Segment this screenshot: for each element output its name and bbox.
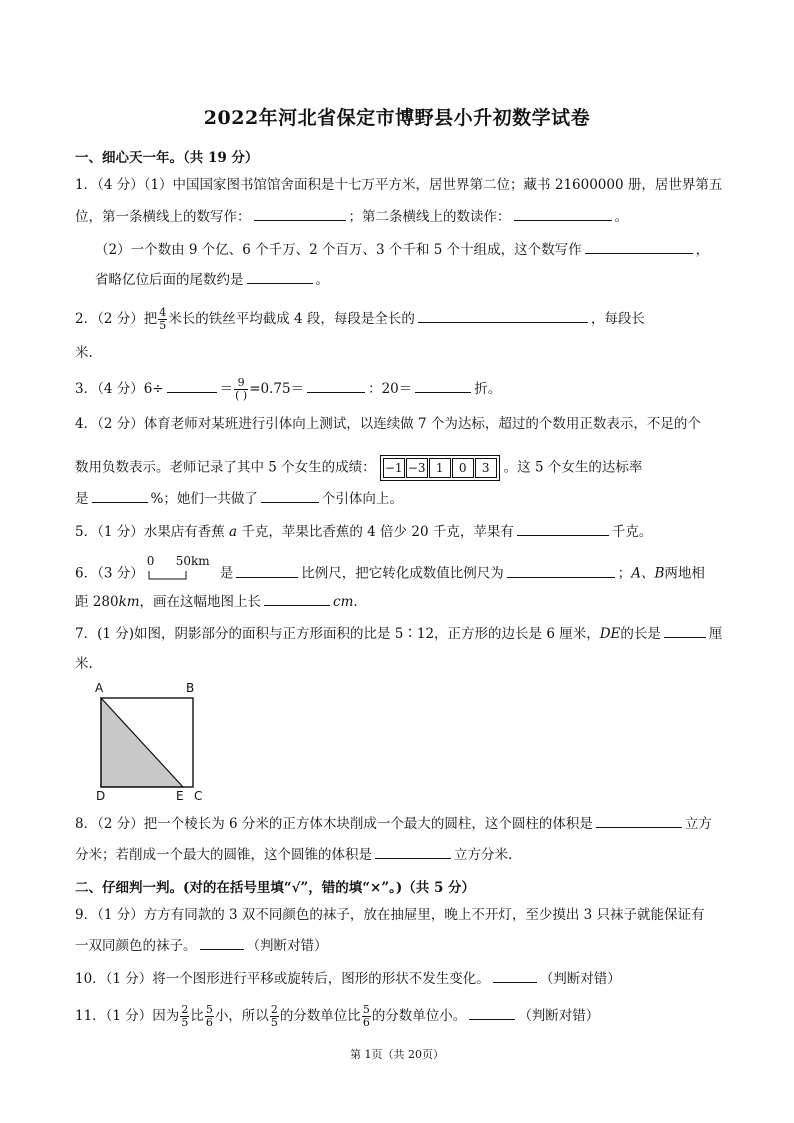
q3-text-a3: =0.75＝ bbox=[249, 381, 305, 397]
q4-blank-1[interactable] bbox=[92, 488, 148, 503]
scale-label-50km: 50km bbox=[175, 554, 210, 568]
q1-text-b1: 位，第一条横线上的数写作： bbox=[75, 209, 251, 225]
q11-fraction-1 bbox=[180, 1004, 189, 1029]
q8-text-b2: 立方分米. bbox=[454, 847, 513, 863]
frac-num: 5 bbox=[362, 1003, 370, 1016]
q5-text-a2: 千克，苹果比香蕉的 4 倍少 20 千克，苹果有 bbox=[241, 524, 514, 540]
q2-line-1 bbox=[75, 307, 725, 332]
q6-line-1 bbox=[75, 554, 725, 589]
score-box: −1 bbox=[383, 458, 405, 478]
q2-text-b: 米. bbox=[75, 345, 93, 361]
q8-blank-1[interactable] bbox=[596, 813, 682, 828]
q8-line-1 bbox=[75, 813, 725, 834]
q9-text-b2: （判断对错） bbox=[246, 938, 328, 954]
q3-blank-2[interactable] bbox=[307, 378, 365, 393]
q11-fraction-4 bbox=[362, 1004, 371, 1029]
q3-line bbox=[75, 377, 725, 402]
q5-text-a3: 千克。 bbox=[611, 524, 653, 540]
q1-line-1 bbox=[75, 175, 725, 195]
q6-unit-km: km bbox=[118, 594, 140, 610]
q8-blank-2[interactable] bbox=[375, 844, 451, 859]
q6-blank-1[interactable] bbox=[236, 563, 298, 578]
q2-fraction bbox=[158, 307, 167, 332]
exam-title: 2022年河北省保定市博野县小升初数学试卷 bbox=[203, 107, 591, 129]
q11-blank[interactable] bbox=[469, 1005, 515, 1020]
q2-frac-den: 5 bbox=[159, 319, 167, 332]
label-b: B bbox=[186, 681, 195, 695]
q4-line-1 bbox=[75, 414, 725, 434]
q8-text-a1: 8．（2 分）把一个棱长为 6 分米的正方体木块削成一个最大的圆柱，这个圆柱的体积是 bbox=[75, 816, 593, 832]
q3-text-a4: ：20＝ bbox=[368, 381, 413, 397]
frac-num: 2 bbox=[181, 1003, 189, 1016]
q6-points-ab: A、B bbox=[631, 565, 665, 582]
q11-fraction-2 bbox=[205, 1004, 214, 1029]
q11-text-a1: 11．（1 分）因为 bbox=[75, 1008, 180, 1024]
q9-text-b1: 一双同颜色的袜子。 bbox=[75, 938, 197, 954]
q1-text-d1: 省略亿位后面的尾数约是 bbox=[95, 272, 244, 288]
q6-text-a1: 6．（3 分） bbox=[75, 565, 144, 582]
square-figure bbox=[90, 680, 210, 810]
q7-text-a3: 厘 bbox=[708, 626, 723, 642]
q1-text-b3: 。 bbox=[614, 209, 628, 225]
frac-den: 5 bbox=[181, 1016, 189, 1029]
q3-fraction bbox=[234, 377, 248, 402]
q2-text-a2: 米长的铁丝平均截成 4 段，每段是全长的 bbox=[168, 311, 415, 327]
q5-text-a1: 5．（1 分）水果店有香蕉 bbox=[75, 524, 225, 540]
q11-text-a6: （判断对错） bbox=[518, 1008, 600, 1024]
q7-line-2 bbox=[75, 654, 725, 674]
score-box: −3 bbox=[406, 458, 428, 478]
q7-text-a1: 7．(1 分)如图，阴影部分的面积与正方形面积的比是 5∶12，正方形的边长是 6 厘米， bbox=[75, 626, 600, 642]
q11-line bbox=[75, 1004, 725, 1029]
section-2-heading: 二、仔细判一判。(对的在括号里填“√”，错的填“×”。)（共 5 分） bbox=[75, 880, 476, 896]
frac-den: 5 bbox=[270, 1016, 278, 1029]
score-box: 1 bbox=[429, 458, 451, 478]
q6-text-a3: 比例尺，把它转化成数值比例尺为 bbox=[301, 565, 504, 582]
q2-frac-num: 4 bbox=[159, 306, 167, 319]
q4-text-b2: 。这 5 个女生的达标率 bbox=[503, 459, 643, 476]
q2-text-a3: ，每段长 bbox=[590, 311, 645, 327]
q4-score-boxes bbox=[380, 455, 500, 481]
section-1-heading: 一、细心天一年。（共 19 分） bbox=[75, 150, 259, 166]
q6-text-b2: ，画在这幅地图上长 bbox=[139, 594, 262, 610]
page-footer: 第 1页（共 20页） bbox=[350, 1048, 444, 1061]
q6-text-b1: 距 280 bbox=[75, 594, 119, 610]
q6-text-b3: . bbox=[353, 594, 358, 610]
q3-frac-den: ( ) bbox=[235, 389, 248, 402]
q8-text-b1: 分米；若削成一个最大的圆锥，这个圆锥的体积是 bbox=[75, 847, 372, 863]
q6-text-a2: 是 bbox=[219, 565, 234, 582]
q7-line-1 bbox=[75, 623, 725, 644]
q4-line-3 bbox=[75, 488, 725, 509]
q4-text-c3: 个引体向上。 bbox=[321, 491, 403, 507]
q3-frac-num: 9 bbox=[234, 377, 248, 390]
q11-text-a2: 比 bbox=[190, 1008, 204, 1024]
q1-blank-2[interactable] bbox=[514, 206, 612, 221]
q2-text-a1: 2．（2 分）把 bbox=[75, 311, 158, 327]
q3-blank-3[interactable] bbox=[415, 378, 471, 393]
q1-text-c1: （2）一个数由 9 个亿、6 个千万、2 个百万、3 个千和 5 个十组成，这个数写作 bbox=[95, 242, 582, 258]
q1-line-4 bbox=[95, 269, 745, 290]
q1-blank-1[interactable] bbox=[254, 206, 346, 221]
q6-unit-cm: cm bbox=[333, 594, 354, 610]
label-e: E bbox=[176, 789, 184, 803]
q10-text-a1: 10．（1 分）将一个图形进行平移或旋转后，图形的形状不发生变化。 bbox=[75, 971, 490, 987]
scale-label-zero: 0 bbox=[146, 554, 155, 568]
frac-den: 6 bbox=[205, 1016, 213, 1029]
q7-text-b: 米. bbox=[75, 656, 93, 672]
q8-line-2 bbox=[75, 844, 725, 865]
q5-blank[interactable] bbox=[517, 521, 609, 536]
q9-line-2 bbox=[75, 935, 725, 956]
frac-den: 6 bbox=[362, 1016, 370, 1029]
q6-text-a4: ； bbox=[617, 565, 632, 582]
shaded-triangle bbox=[101, 698, 183, 787]
q11-text-a4: 的分数单位比 bbox=[279, 1008, 361, 1024]
q3-text-a2: ＝ bbox=[219, 381, 234, 397]
q1-blank-3[interactable] bbox=[585, 239, 693, 254]
line-scale-bar bbox=[144, 554, 220, 589]
q1-blank-4[interactable] bbox=[247, 269, 313, 284]
q3-text-a1: 3．（4 分）6÷ bbox=[75, 381, 164, 397]
frac-num: 2 bbox=[270, 1003, 278, 1016]
q4-text-c2: %；她们一共做了 bbox=[150, 491, 258, 507]
q1-line-2 bbox=[75, 206, 725, 227]
q10-line bbox=[75, 968, 725, 989]
q11-text-a5: 的分数单位小。 bbox=[371, 1008, 467, 1024]
q1-text-c2: ， bbox=[695, 242, 710, 258]
label-d: D bbox=[96, 789, 106, 803]
square-diagram bbox=[90, 680, 210, 810]
q1-text-d2: 。 bbox=[315, 272, 329, 288]
q4-text-a: 4．（2 分）体育老师对某班进行引体向上测试，以连续做 7 个为达标，超过的个数用正数表示，不足的个 bbox=[75, 416, 701, 432]
q9-text-a: 9．（1 分）方方有同款的 3 双不同颜色的袜子，放在抽屉里，晚上不开灯，至少摸出 3 只袜子就能保证有 bbox=[75, 907, 705, 923]
q4-text-b1: 数用负数表示。老师记录了其中 5 个女生的成绩： bbox=[75, 459, 376, 476]
label-a: A bbox=[95, 681, 104, 695]
q9-blank[interactable] bbox=[200, 935, 244, 950]
q4-line-2 bbox=[75, 455, 725, 481]
q8-text-a2: 立方 bbox=[684, 816, 712, 832]
score-box: 0 bbox=[452, 458, 474, 478]
q11-text-a3: 小，所以 bbox=[214, 1008, 269, 1024]
q3-blank-1[interactable] bbox=[167, 378, 217, 393]
q11-fraction-3 bbox=[270, 1004, 279, 1029]
q6-blank-2[interactable] bbox=[507, 563, 615, 578]
q2-line-2 bbox=[75, 343, 725, 363]
q5-line bbox=[75, 521, 725, 542]
q6-line-2 bbox=[75, 591, 725, 612]
q10-text-a2: （判断对错） bbox=[539, 971, 621, 987]
q4-blank-2[interactable] bbox=[261, 488, 319, 503]
q10-blank[interactable] bbox=[493, 968, 537, 983]
label-c: C bbox=[194, 789, 203, 803]
q1-text-a: 1．（4 分）（1）中国国家图书馆馆舍面积是十七万平方米，居世界第二位；藏书 21600000 册，居世界第五 bbox=[75, 177, 723, 193]
q5-variable: a bbox=[229, 524, 238, 540]
q7-blank[interactable] bbox=[664, 623, 706, 638]
q1-text-b2: ；第二条横线上的数读作： bbox=[348, 209, 511, 225]
frac-num: 5 bbox=[205, 1003, 213, 1016]
q6-blank-3[interactable] bbox=[264, 591, 330, 606]
q6-text-a5: 两地相 bbox=[664, 565, 705, 582]
q4-text-c1: 是 bbox=[75, 491, 89, 507]
score-box: 3 bbox=[475, 458, 497, 478]
q1-line-3 bbox=[95, 239, 745, 260]
q3-text-a5: 折。 bbox=[474, 381, 502, 397]
q7-text-a2: 的长是 bbox=[620, 626, 661, 642]
q9-line-1 bbox=[75, 905, 725, 925]
q7-segment-de: DE bbox=[599, 626, 621, 642]
q2-blank[interactable] bbox=[418, 308, 588, 323]
scale-bar-icon bbox=[144, 559, 220, 589]
